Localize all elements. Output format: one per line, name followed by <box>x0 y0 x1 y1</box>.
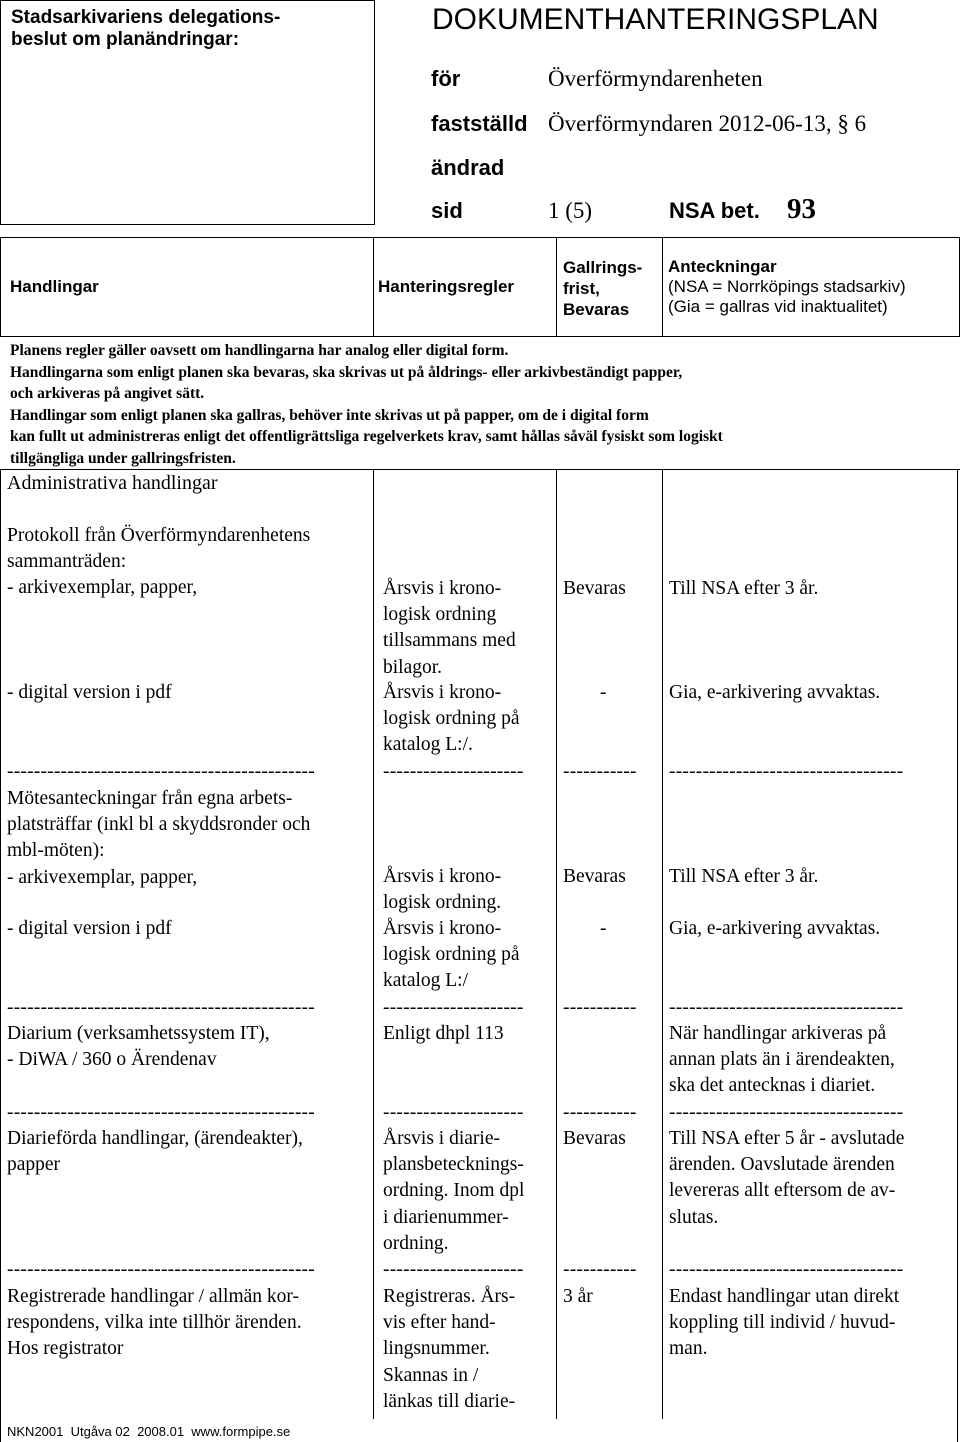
row3-document: Mötesanteckningar från egna arbets- platsträffar (inkl bl a skyddsronder och mbl-möten): - arkivexemplar, papper, <box>7 788 311 888</box>
separator-retention: ----------- <box>563 1259 637 1280</box>
column-notes-title: Anteckningar <box>668 257 777 276</box>
separator-note: ----------------------------------- <box>669 997 904 1018</box>
row5-rule: Enligt dhpl 113 <box>383 1023 504 1044</box>
row3-rule: Årsvis i krono- logisk ordning. <box>383 866 502 914</box>
row6-note: Till NSA efter 5 år - avslutade ärenden. Oavslutade ärenden levereras allt eftersom de av- slutas. <box>669 1128 905 1228</box>
notes-column-header <box>668 257 906 317</box>
row4-document: - digital version i pdf <box>7 918 172 939</box>
nsa-value: 93 <box>787 193 816 225</box>
row5-note: När handlingar arkiveras på annan plats än i ärendeakten, ska det antecknas i diariet. <box>669 1023 895 1097</box>
header-divider-3 <box>662 237 663 337</box>
row5-document: Diarium (verksamhetssystem IT), - DiWA / 360 o Ärendenav <box>7 1023 270 1071</box>
table-right-border <box>957 469 958 1442</box>
row7-document: Registrerade handlingar / allmän kor- respondens, vilka inte tillhör ärenden. Hos registrator <box>7 1286 302 1360</box>
row2-document: - digital version i pdf <box>7 682 172 703</box>
note-line-3: och arkiveras på angivet sätt. <box>10 385 205 402</box>
page-number: 1 (5) <box>548 198 593 223</box>
row7-rule: Registreras. Års- vis efter hand- lingsnummer. Skannas in / länkas till diarie- <box>383 1286 516 1412</box>
separator-note: ----------------------------------- <box>669 1259 904 1280</box>
table-divider-3 <box>662 469 663 1419</box>
separator-rule: --------------------- <box>383 997 524 1018</box>
row3-retention: Bevaras <box>563 866 626 887</box>
delegation-decision-box <box>0 0 375 225</box>
row4-note: Gia, e-arkivering avvaktas. <box>669 918 881 939</box>
row4-rule: Årsvis i krono- logisk ordning på katalog L:/ <box>383 918 520 992</box>
table-divider-1 <box>373 469 374 1419</box>
separator-document: ---------------------------------------------- <box>7 997 315 1018</box>
note-line-2: Handlingarna som enligt planen ska bevaras, ska skrivas ut på åldrings- eller arkivbeständigt papper, <box>10 363 683 381</box>
row1-rule: Årsvis i krono- logisk ordning tillsammans med bilagor. <box>383 578 516 678</box>
established-label: fastställd <box>431 111 528 136</box>
note-line-6: tillgängliga under gallringsfristen. <box>10 449 236 467</box>
column-rules: Hanteringsregler <box>378 277 515 296</box>
separator-document: ---------------------------------------------- <box>7 1102 315 1123</box>
note-line-5: kan fullt ut administreras enligt det offentligrättsliga regelverkets krav, samt hållas såväl fysiskt som logiskt <box>10 428 723 445</box>
separator-retention: ----------- <box>563 1102 637 1123</box>
separator-document: ---------------------------------------------- <box>7 1259 315 1280</box>
column-retention: Gallrings- frist, Bevaras <box>563 258 643 319</box>
established-value: Överförmyndaren 2012-06-13, § 6 <box>548 111 867 136</box>
table-left-border <box>0 469 1 1442</box>
separator-rule: --------------------- <box>383 1102 524 1123</box>
nsa-label: NSA bet. <box>669 198 760 223</box>
changed-label: ändrad <box>431 155 505 180</box>
row1-retention: Bevaras <box>563 578 626 599</box>
row1-document: Protokoll från Överförmyndarenhetens sammanträden: - arkivexemplar, papper, <box>7 525 311 599</box>
row1-note: Till NSA efter 3 år. <box>669 578 819 599</box>
table-divider-2 <box>556 469 557 1419</box>
header-divider-2 <box>556 237 557 337</box>
document-title: DOKUMENTHANTERINGSPLAN <box>432 3 879 36</box>
row6-retention: Bevaras <box>563 1128 626 1149</box>
column-notes-line1: (NSA = Norrköpings stadsarkiv) <box>668 277 906 296</box>
for-label: för <box>431 66 461 91</box>
separator-rule: --------------------- <box>383 761 524 782</box>
note-line-1: Planens regler gäller oavsett om handlingarna har analog eller digital form. <box>10 342 509 359</box>
row4-retention: - <box>600 918 607 939</box>
section-title: Administrativa handlingar <box>7 472 218 494</box>
column-notes-line2: (Gia = gallras vid inaktualitet) <box>668 297 888 316</box>
footer-text: NKN2001 Utgåva 02 2008.01 www.formpipe.se <box>7 1424 291 1439</box>
row2-retention: - <box>600 682 607 703</box>
general-notes <box>10 340 955 469</box>
separator-retention: ----------- <box>563 997 637 1018</box>
separator-note: ----------------------------------- <box>669 1102 904 1123</box>
row7-note: Endast handlingar utan direkt koppling till individ / huvud- man. <box>669 1286 900 1360</box>
for-value: Överförmyndarenheten <box>548 66 763 91</box>
row6-document: Diarieförda handlingar, (ärendeakter), papper <box>7 1128 303 1176</box>
note-line-4: Handlingar som enligt planen ska gallras, behöver inte skrivas ut på papper, om de i digital form <box>10 406 649 424</box>
row2-rule: Årsvis i krono- logisk ordning på katalog L:/. <box>383 682 520 756</box>
row7-retention: 3 år <box>563 1286 593 1307</box>
separator-retention: ----------- <box>563 761 637 782</box>
header-divider-1 <box>373 237 374 337</box>
row2-note: Gia, e-arkivering avvaktas. <box>669 682 881 703</box>
row3-note: Till NSA efter 3 år. <box>669 866 819 887</box>
delegation-decision-label: Stadsarkivariens delegations- beslut om planändringar: <box>11 7 281 50</box>
separator-document: ---------------------------------------------- <box>7 761 315 782</box>
column-documents: Handlingar <box>10 277 99 296</box>
separator-note: ----------------------------------- <box>669 761 904 782</box>
separator-rule: --------------------- <box>383 1259 524 1280</box>
page-label: sid <box>431 198 463 223</box>
row6-rule: Årsvis i diarie- plansbetecknings- ordning. Inom dpl i diarienummer- ordning. <box>383 1128 525 1254</box>
